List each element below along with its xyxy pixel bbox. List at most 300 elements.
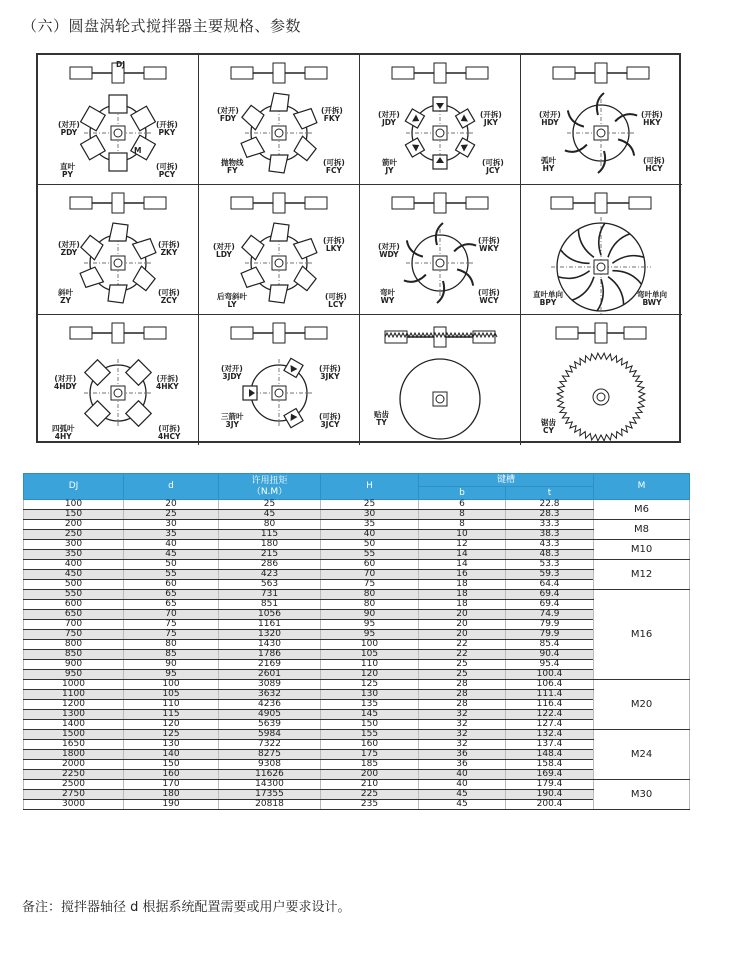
spec-table-body <box>24 500 690 810</box>
diagram-label <box>323 159 345 175</box>
table-cell: 350 <box>24 550 124 560</box>
table-row <box>24 780 690 790</box>
diagram-label-caption: (对开) <box>539 110 561 119</box>
table-cell: 45 <box>419 800 506 810</box>
table-cell: 105 <box>124 690 219 700</box>
table-cell: 38.3 <box>506 530 594 540</box>
table-cell: 32 <box>419 730 506 740</box>
diagram-label <box>541 419 556 435</box>
table-cell: 1320 <box>219 630 321 640</box>
table-cell: 200 <box>24 520 124 530</box>
table-cell: 18 <box>419 600 506 610</box>
diagram-label <box>637 291 667 307</box>
diagram-label <box>382 159 397 175</box>
table-cell: 48.3 <box>506 550 594 560</box>
table-cell: 28 <box>419 680 506 690</box>
table-cell: 115 <box>124 710 219 720</box>
diagram-label-caption: 箭叶 <box>382 158 397 167</box>
diagram-label-caption: (开拆) <box>641 110 663 119</box>
table-cell: 40 <box>124 540 219 550</box>
table-cell: 14 <box>419 560 506 570</box>
diagram-label <box>480 111 502 127</box>
header-dj: DJ <box>24 474 124 500</box>
diagram-label-caption: (对开) <box>378 242 400 251</box>
diagram-label <box>478 289 500 305</box>
agitator-diagram-c34 <box>521 315 682 445</box>
table-cell: 180 <box>219 540 321 550</box>
header-torque-line1: 许用扭矩 <box>251 475 288 486</box>
table-cell: 7322 <box>219 740 321 750</box>
table-cell: 155 <box>321 730 419 740</box>
table-cell: 36 <box>419 750 506 760</box>
table-cell: 9308 <box>219 760 321 770</box>
table-cell: 28 <box>419 690 506 700</box>
table-cell: 160 <box>124 770 219 780</box>
diagram-label-caption: (开拆) <box>158 240 180 249</box>
table-cell: 22 <box>419 640 506 650</box>
table-cell: 25 <box>124 510 219 520</box>
diagram-label-code: LY <box>227 300 237 309</box>
diagram-label-caption: M <box>134 146 142 155</box>
table-cell: 25 <box>419 670 506 680</box>
diagram-label-code: FCY <box>325 166 342 175</box>
diagram-label-code: HY <box>542 164 555 173</box>
table-cell: 190.4 <box>506 790 594 800</box>
table-cell: 8275 <box>219 750 321 760</box>
diagram-label-caption: (对开) <box>378 110 400 119</box>
table-cell: 110 <box>321 660 419 670</box>
header-torque-line2: （N.M） <box>251 486 288 497</box>
diagram-label-caption: (对开) <box>213 242 235 251</box>
table-cell: 400 <box>24 560 124 570</box>
diagram-label-caption: (开拆) <box>321 106 343 115</box>
table-cell: 160 <box>321 740 419 750</box>
table-cell: 423 <box>219 570 321 580</box>
footnote: 备注：搅拌器轴径 d 根据系统配置需要或用户要求设计。 <box>22 900 351 915</box>
table-cell: 32 <box>419 720 506 730</box>
table-cell: 85.4 <box>506 640 594 650</box>
table-cell: 800 <box>24 640 124 650</box>
table-cell: 140 <box>124 750 219 760</box>
diagram-label-code: JY <box>385 166 394 175</box>
table-cell: 115 <box>219 530 321 540</box>
table-cell: 79.9 <box>506 620 594 630</box>
table-cell: 2000 <box>24 760 124 770</box>
table-cell: 36 <box>419 760 506 770</box>
table-cell: 32 <box>419 710 506 720</box>
diagram-label-code: HCY <box>645 164 663 173</box>
table-cell: 1161 <box>219 620 321 630</box>
table-cell: 750 <box>24 630 124 640</box>
table-cell: 45 <box>219 510 321 520</box>
diagram-label <box>321 107 343 123</box>
diagram-label-code: BPY <box>539 298 557 307</box>
diagram-label <box>541 157 556 173</box>
bolt-size-cell: M10 <box>594 540 690 560</box>
diagram-label-caption: (可拆) <box>643 156 665 165</box>
table-cell: 8 <box>419 520 506 530</box>
table-cell: 53.3 <box>506 560 594 570</box>
table-cell: 35 <box>321 520 419 530</box>
diagram-label-code: 4HCY <box>158 432 181 441</box>
diagram-label-caption: (开拆) <box>480 110 502 119</box>
diagram-label-caption: 抛物线 <box>221 158 244 167</box>
table-cell: 600 <box>24 600 124 610</box>
table-cell: 105 <box>321 650 419 660</box>
diagram-label-code: CY <box>543 426 554 435</box>
table-row <box>24 570 690 580</box>
diagram-label-caption: (可拆) <box>319 412 341 421</box>
table-cell: 135 <box>321 700 419 710</box>
table-cell: 95.4 <box>506 660 594 670</box>
agitator-diagram-c13 <box>360 55 521 185</box>
header-m: M <box>594 474 690 500</box>
table-cell: 1400 <box>24 720 124 730</box>
diagram-label-code: PDY <box>60 128 78 137</box>
agitator-diagram-c21 <box>38 185 199 315</box>
table-cell: 20 <box>419 620 506 630</box>
header-t: t <box>506 487 594 500</box>
diagram-label-code: TY <box>376 418 387 427</box>
table-cell: 122.4 <box>506 710 594 720</box>
table-cell: 30 <box>321 510 419 520</box>
table-cell: 75 <box>124 630 219 640</box>
table-cell: 10 <box>419 530 506 540</box>
table-cell: 250 <box>24 530 124 540</box>
diagram-label <box>539 111 561 127</box>
diagram-label-caption: DJ <box>116 60 126 69</box>
table-cell: 120 <box>124 720 219 730</box>
table-row <box>24 660 690 670</box>
diagram-label <box>156 375 179 391</box>
diagram-label-caption: 锯齿 <box>541 418 556 427</box>
table-row <box>24 690 690 700</box>
diagram-label-code: 3JKY <box>320 372 340 381</box>
table-cell: 40 <box>321 530 419 540</box>
diagram-label-caption: (可拆) <box>156 162 178 171</box>
table-cell: 70 <box>124 610 219 620</box>
table-cell: 25 <box>321 500 419 510</box>
diagram-label <box>158 425 180 441</box>
table-cell: 25 <box>419 660 506 670</box>
table-cell: 100 <box>24 500 124 510</box>
agitator-diagram-c33 <box>360 315 521 445</box>
table-cell: 95 <box>124 670 219 680</box>
diagram-label-code: FY <box>226 166 238 175</box>
diagram-label-caption: 后弯斜叶 <box>217 292 247 301</box>
diagram-label-code: JDY <box>381 118 396 127</box>
table-cell: 225 <box>321 790 419 800</box>
table-cell: 69.4 <box>506 600 594 610</box>
table-cell: 132.4 <box>506 730 594 740</box>
table-cell: 80 <box>321 600 419 610</box>
table-cell: 16 <box>419 570 506 580</box>
diagram-label-caption: 三箭叶 <box>221 412 244 421</box>
diagram-label-code: 3JDY <box>222 372 242 381</box>
diagram-label-caption: (对开) <box>58 240 80 249</box>
diagram-label-code: 3JY <box>225 420 239 429</box>
diagram-label-caption: (可拆) <box>478 288 500 297</box>
table-cell: 70 <box>321 570 419 580</box>
table-cell: 1500 <box>24 730 124 740</box>
table-row <box>24 590 690 600</box>
diagram-label <box>319 365 341 381</box>
diagram-label-caption: (开拆) <box>478 236 500 245</box>
diagram-label <box>156 163 178 179</box>
table-cell: 95 <box>321 620 419 630</box>
header-d: d <box>124 474 219 500</box>
table-row <box>24 630 690 640</box>
table-cell: 100 <box>124 680 219 690</box>
table-cell: 40 <box>419 770 506 780</box>
diagram-label-caption: (可拆) <box>158 424 181 433</box>
table-cell: 150 <box>124 760 219 770</box>
diagram-label-code: PCY <box>158 170 176 179</box>
table-cell: 3000 <box>24 800 124 810</box>
diagram-label-code: JKY <box>483 118 498 127</box>
diagram-label <box>378 111 400 127</box>
diagram-label-code: JCY <box>486 166 500 175</box>
diagram-label-code: WKY <box>479 244 499 253</box>
table-cell: 79.9 <box>506 630 594 640</box>
table-cell: 45 <box>124 550 219 560</box>
bolt-size-cell: M24 <box>594 730 690 780</box>
diagram-label-caption: 贴齿 <box>374 410 389 419</box>
diagram-label <box>58 289 73 305</box>
table-cell: 6 <box>419 500 506 510</box>
diagram-label <box>641 111 663 127</box>
table-row <box>24 710 690 720</box>
table-cell: 1430 <box>219 640 321 650</box>
diagram-label-code: ZCY <box>160 296 178 305</box>
table-cell: 180 <box>124 790 219 800</box>
table-row <box>24 580 690 590</box>
table-cell: 12 <box>419 540 506 550</box>
table-cell: 55 <box>321 550 419 560</box>
table-row <box>24 650 690 660</box>
diagram-label-code: HKY <box>643 118 661 127</box>
table-cell: 500 <box>24 580 124 590</box>
diagram-label-caption: (对开) <box>217 106 239 115</box>
diagram-label <box>58 241 80 257</box>
diagram-label-caption: 直叶单向 <box>533 290 563 299</box>
table-cell: 95 <box>321 630 419 640</box>
table-cell: 1800 <box>24 750 124 760</box>
table-cell: 185 <box>321 760 419 770</box>
table-cell: 110 <box>124 700 219 710</box>
table-cell: 90 <box>124 660 219 670</box>
diagram-label <box>158 289 180 305</box>
table-cell: 3632 <box>219 690 321 700</box>
diagram-label-code: PY <box>62 170 73 179</box>
table-cell: 33.3 <box>506 520 594 530</box>
diagram-label-code: ZKY <box>160 248 178 257</box>
table-cell: 64.4 <box>506 580 594 590</box>
table-cell: 74.9 <box>506 610 594 620</box>
agitator-diagram-c11 <box>38 55 199 185</box>
table-cell: 900 <box>24 660 124 670</box>
table-cell: 28.3 <box>506 510 594 520</box>
table-row <box>24 500 690 510</box>
diagram-label <box>533 291 563 307</box>
diagram-label-code: 4HKY <box>156 382 179 391</box>
diagram-label <box>60 163 75 179</box>
table-cell: 14 <box>419 550 506 560</box>
bolt-size-cell: M16 <box>594 590 690 680</box>
agitator-diagram-c12 <box>199 55 360 185</box>
diagram-label <box>116 61 125 69</box>
table-cell: 75 <box>124 620 219 630</box>
diagram-label-caption: (开拆) <box>156 374 179 383</box>
table-cell: 125 <box>321 680 419 690</box>
diagram-label-code: 3JCY <box>320 420 340 429</box>
table-cell: 148.4 <box>506 750 594 760</box>
table-cell: 235 <box>321 800 419 810</box>
diagram-label <box>643 157 665 173</box>
diagram-label <box>58 121 80 137</box>
table-cell: 145 <box>321 710 419 720</box>
diagram-label <box>221 413 244 429</box>
table-cell: 563 <box>219 580 321 590</box>
table-row <box>24 770 690 780</box>
diagram-label <box>156 121 178 137</box>
table-row <box>24 680 690 690</box>
table-cell: 1200 <box>24 700 124 710</box>
table-row <box>24 520 690 530</box>
table-row <box>24 540 690 550</box>
header-b: b <box>419 487 506 500</box>
table-cell: 2250 <box>24 770 124 780</box>
diagram-label-caption: (开拆) <box>323 236 345 245</box>
agitator-type-figure <box>36 53 681 443</box>
diagram-label-code: ZY <box>60 296 71 305</box>
bolt-size-cell: M12 <box>594 560 690 590</box>
table-cell: 200.4 <box>506 800 594 810</box>
diagram-label-code: 4HY <box>54 432 72 441</box>
diagram-label-caption: 弧叶 <box>541 156 556 165</box>
table-cell: 17355 <box>219 790 321 800</box>
table-cell: 1650 <box>24 740 124 750</box>
diagram-label-code: LCY <box>328 300 344 309</box>
header-keyway: 键槽 <box>419 474 594 487</box>
table-cell: 100.4 <box>506 670 594 680</box>
diagram-label-caption: (可拆) <box>158 288 180 297</box>
diagram-label <box>478 237 500 253</box>
diagram-label <box>482 159 504 175</box>
table-cell: 125 <box>124 730 219 740</box>
header-h: H <box>321 474 419 500</box>
table-row <box>24 640 690 650</box>
agitator-diagram-c23 <box>360 185 521 315</box>
table-cell: 20818 <box>219 800 321 810</box>
table-cell: 150 <box>24 510 124 520</box>
diagram-label <box>221 159 244 175</box>
bolt-size-cell: M8 <box>594 520 690 540</box>
diagram-label <box>380 289 395 305</box>
diagram-label <box>319 413 341 429</box>
diagram-label-code: LDY <box>215 250 232 259</box>
diagram-label-caption: (开拆) <box>156 120 178 129</box>
table-cell: 59.3 <box>506 570 594 580</box>
table-cell: 106.4 <box>506 680 594 690</box>
diagram-label-code: WCY <box>479 296 499 305</box>
diagram-label-caption: (可拆) <box>325 292 347 301</box>
table-cell: 18 <box>419 590 506 600</box>
table-cell: 950 <box>24 670 124 680</box>
table-row <box>24 600 690 610</box>
table-cell: 50 <box>124 560 219 570</box>
agitator-diagram-c22 <box>199 185 360 315</box>
diagram-label-code: WY <box>380 296 395 305</box>
table-cell: 700 <box>24 620 124 630</box>
table-cell: 8 <box>419 510 506 520</box>
spec-table <box>23 473 690 810</box>
table-cell: 30 <box>124 520 219 530</box>
table-cell: 43.3 <box>506 540 594 550</box>
agitator-diagram-c32 <box>199 315 360 445</box>
diagram-label <box>217 107 239 123</box>
table-row <box>24 800 690 810</box>
table-cell: 127.4 <box>506 720 594 730</box>
table-cell: 32 <box>419 740 506 750</box>
table-cell: 100 <box>321 640 419 650</box>
table-cell: 4905 <box>219 710 321 720</box>
table-cell: 25 <box>219 500 321 510</box>
table-cell: 1786 <box>219 650 321 660</box>
table-cell: 851 <box>219 600 321 610</box>
section-heading: （六）圆盘涡轮式搅拌器主要规格、参数 <box>22 17 302 35</box>
diagram-label-caption: (可拆) <box>323 158 345 167</box>
diagram-label-code: 4HDY <box>54 382 77 391</box>
header-torque <box>219 474 321 500</box>
table-cell: 1056 <box>219 610 321 620</box>
diagram-label-code: FKY <box>323 114 341 123</box>
table-cell: 75 <box>321 580 419 590</box>
diagram-label-code: HDY <box>541 118 559 127</box>
table-cell: 40 <box>419 780 506 790</box>
table-cell: 4236 <box>219 700 321 710</box>
diagram-label <box>217 293 247 309</box>
table-cell: 80 <box>219 520 321 530</box>
agitator-diagram-c31 <box>38 315 199 445</box>
table-cell: 120 <box>321 670 419 680</box>
diagram-label-code: BWY <box>642 298 662 307</box>
table-cell: 137.4 <box>506 740 594 750</box>
table-row <box>24 560 690 570</box>
table-cell: 60 <box>321 560 419 570</box>
table-cell: 5984 <box>219 730 321 740</box>
bolt-size-cell: M20 <box>594 680 690 730</box>
table-cell: 169.4 <box>506 770 594 780</box>
table-cell: 22.8 <box>506 500 594 510</box>
table-cell: 80 <box>124 640 219 650</box>
diagram-label-caption: (可拆) <box>482 158 504 167</box>
diagram-label <box>325 293 347 309</box>
table-cell: 2500 <box>24 780 124 790</box>
table-cell: 5639 <box>219 720 321 730</box>
table-row <box>24 510 690 520</box>
table-row <box>24 740 690 750</box>
table-cell: 111.4 <box>506 690 594 700</box>
bolt-size-cell: M30 <box>594 780 690 810</box>
table-cell: 28 <box>419 700 506 710</box>
table-cell: 90 <box>321 610 419 620</box>
table-cell: 175 <box>321 750 419 760</box>
table-cell: 20 <box>419 630 506 640</box>
diagram-label-caption: 弯叶 <box>380 288 395 297</box>
table-cell: 116.4 <box>506 700 594 710</box>
bolt-size-cell: M6 <box>594 500 690 520</box>
